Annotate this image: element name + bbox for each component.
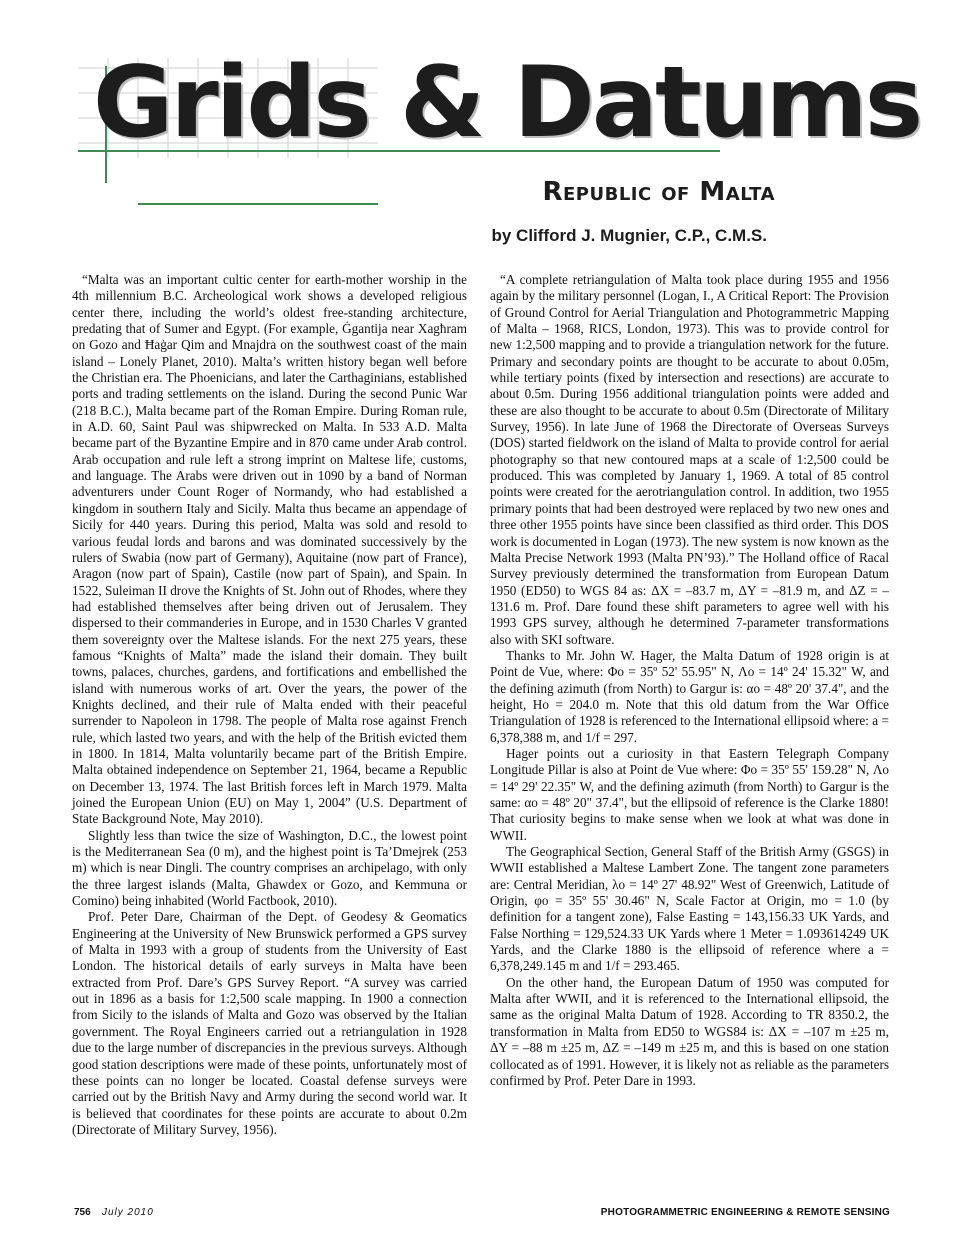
header-graphic: [0, 0, 960, 245]
paragraph: On the other hand, the European Datum of 1950 was computed for Malta after WWII, and it is referenced to the International ellipsoid, the same as the original Malta Datum of 1928. According to TR 8350.2, the transformation in Malta from ED50 to WGS84 is: ΔX = –107 m ±25 m, ΔY = –88 m ±25 m, ΔZ = –149 m ±25 m, and this is based on one station collocated as of 1991. However, it is likely not as reliable as the parameters confirmed by Prof. Peter Dare in 1993.: [490, 974, 889, 1088]
paragraph: “A complete retriangulation of Malta took place during 1955 and 1956 again by the military personnel (Logan, I., A Critical Report: The Provision of Ground Control for Aerial Triangulation and Photogrammetric Mapping of Malta – 1968, RICS, London, 1973). This was to provide control for new 1:2,500 mapping and to provide a triangulation network for the future. Primary and secondary points are thought to be accurate to about 0.05m, while tertiary points (fixed by intersection and resections) are accurate to about 0.5m. During 1956 additional triangulation points were added and these are also thought to be accurate to about 0.5m (Directorate of Military Survey, 1956). In late June of 1968 the Directorate of Overseas Surveys (DOS) started fieldwork on the island of Malta to provide control for aerial photography so that new contoured maps at a scale of 1:2,500 could be produced. This was completed by January 1, 1969. A total of 85 control points were created for the aerotriangulation control. In addition, two 1955 primary points that had been destroyed were replaced by two new ones and three other 1955 points have since been classified as third order. This DOS work is documented in Logan (1973). The new system is now known as the Malta Precise Network 1993 (Malta PN’93).” The Holland office of Racal Survey previously determined the transformation from European Datum 1950 (ED50) to WGS 84 as: ΔX = –83.7 m, ΔY = –81.9 m, and ΔZ = –131.6 m. Prof. Dare found these shift parameters to agree well with his 1993 GPS survey, although he determined 7-parameter transformations also with SKI software.: [490, 272, 889, 647]
paragraph: The Geographical Section, General Staff of the British Army (GSGS) in WWII established a Maltese Lambert Zone. The tangent zone parameters are: Central Meridian, λo = 14º 27' 48.92" West of Greenwich, Latitude of Origin, φo = 35º 55' 30.46" N, Scale Factor at Origin, mo = 1.0 (by definition for a tangent zone), False Easting = 143,156.33 UK Yards, and False Northing = 129,524.33 UK Yards where 1 Meter = 1.093614249 UK Yards, and the Clarke 1880 is the ellipsoid of reference where a = 6,378,249.145 m and 1/f = 293.465.: [490, 844, 889, 974]
left-column: [72, 272, 467, 1138]
paragraph: Slightly less than twice the size of Washington, D.C., the lowest point is the Mediterranean Sea (0 m), and the highest point is Ta’Dmejrek (253 m) which is near Dingli. The country comprises an archipelago, with only the three largest islands (Malta, Ghawdex or Gozo, and Kemmuna or Comino) being inhabited (World Factbook, 2010).: [72, 827, 467, 909]
issue-date: July 2010: [102, 1207, 154, 1218]
article-subtitle: [542, 177, 775, 207]
paragraph: Prof. Peter Dare, Chairman of the Dept. of Geodesy & Geomatics Engineering at the University of New Brunswick performed a GPS survey of Malta in 1993 with a group of students from the University of East London. The historical details of early surveys in Malta have been extracted from Prof. Dare’s GPS Survey Report. “A survey was carried out in 1896 as a basis for 1:2,500 scale mapping. In 1900 a connection from Sicily to the islands of Malta and Gozo was observed by the Italian government. The Royal Engineers carried out a retriangulation in 1928 due to the large number of discrepancies in the previous surveys. Although good station descriptions were made of these points, unfortunately most of these points can no longer be located. Coastal defense surveys were carried out by the British Navy and Army during the second world war. It is believed that coordinates for these points are accurate to about 0.2m (Directorate of Military Survey, 1956).: [72, 909, 467, 1137]
journal-name: PHOTOGRAMMETRIC ENGINEERING & REMOTE SENSING: [600, 1207, 890, 1218]
right-column: [490, 272, 889, 1089]
article-title: Grids & Datums: [93, 46, 921, 160]
paragraph: Thanks to Mr. John W. Hager, the Malta Datum of 1928 origin is at Point de Vue, where: Φo = 35º 52' 55.95" N, Λo = 14º 24' 15.32" W, and the defining azimuth (from North) to Gargur is: αo = 48º 20' 37.4", and the height, Ho = 204.0 m. Note that this old datum from the War Office Triangulation of 1928 is referenced to the International ellipsoid where: a = 6,378,388 m, and 1/f = 297.: [490, 647, 889, 745]
paragraph: Hager points out a curiosity in that Eastern Telegraph Company Longitude Pillar is also at Point de Vue where: Φo = 35º 55' 159.28" N, Λo = 14º 29' 22.35" W, and the defining azimuth (from North) to Gargur is the same: αo = 48º 20" 37.4", but the ellipsoid of reference is the Clarke 1880! That curiosity begins to make sense when we look at what was done in WWII.: [490, 745, 889, 843]
paragraph: “Malta was an important cultic center for earth-mother worship in the 4th millennium B.C. Archeological work shows a developed religious center there, including the world’s oldest free-standing architecture, predating that of Sumer and Egypt. (For example, Ġgantija near Xagħram on Gozo and Ħaġar Qim and Mnajdra on the southwest coast of the main island – Lonely Planet, 2010). Malta’s written history began well before the Christian era. The Phoenicians, and later the Carthaginians, established ports and trading settlements on the island. During the second Punic War (218 B.C.), Malta became part of the Roman Empire. During Roman rule, in A.D. 60, Saint Paul was shipwrecked on Malta. In 533 A.D. Malta became part of the Byzantine Empire and in 870 came under Arab control. Arab occupation and rule left a strong imprint on Maltese life, customs, and language. The Arabs were driven out in 1090 by a band of Norman adventurers under Count Roger of Normandy, who had established a kingdom in southern Italy and Sicily. Malta thus became an appendage of Sicily for 440 years. During this period, Malta was sold and resold to various feudal lords and barons and was dominated successively by the rulers of Swabia (now part of Germany), Aquitaine (now part of France), Aragon (now part of Spain), Castile (now part of Spain), and Spain. In 1522, Suleiman II drove the Knights of St. John out of Rhodes, where they had established themselves after being driven out of Jerusalem. They dispersed to their commanderies in Europe, and in 1530 Charles V granted them sovereignty over the Maltese islands. For the next 275 years, these famous “Knights of Malta” made the island their domain. They built towns, palaces, churches, gardens, and fortifications and embellished the island with numerous works of art. Over the years, the power of the Knights declined, and their rule of Malta ended with their peaceful surrender to Napoleon in 1798. The people of Malta rose against French rule, which lasted two years, and with the help of the British evicted them in 1800. In 1814, Malta voluntarily became part of the British Empire. Malta obtained independence on September 21, 1964, became a Republic on December 13, 1974. The last British forces left in March 1979. Malta joined the European Union (EU) on May 1, 2004” (U.S. Department of State Background Note, May 2010).: [72, 272, 467, 827]
page-number: 756: [74, 1207, 91, 1218]
subtitle-text: Republic of Malta: [542, 177, 775, 207]
author-byline: by Clifford J. Mugnier, C.P., C.M.S.: [491, 226, 767, 245]
